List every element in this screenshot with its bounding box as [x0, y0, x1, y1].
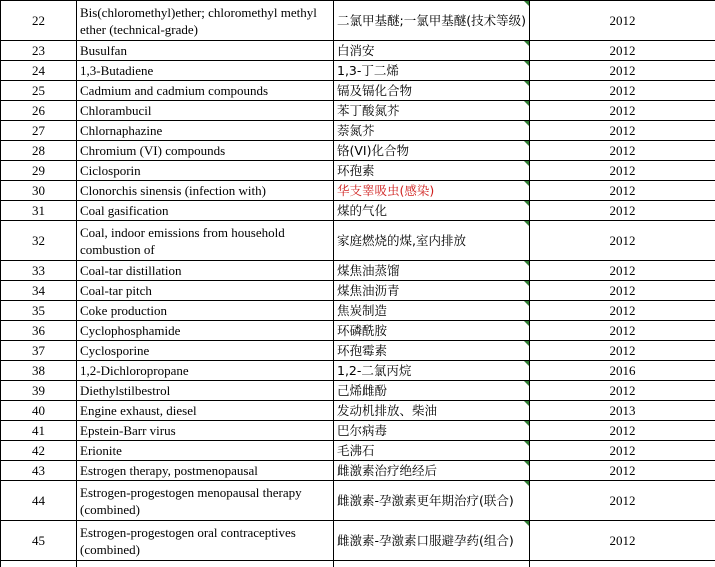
table-row: [1, 101, 715, 121]
year-cell: 2012: [530, 1, 715, 41]
year-cell: 2012: [530, 321, 715, 341]
table-row: [1, 481, 715, 521]
year-cell: 2012: [530, 261, 715, 281]
chinese-name-cell: 环孢素: [334, 161, 530, 181]
year-cell: 2012: [530, 141, 715, 161]
chinese-name-cell: 1,3-丁二烯: [334, 61, 530, 81]
english-name-cell: 1,2-Dichloropropane: [77, 361, 334, 381]
chinese-name-cell: 华支睾吸虫(感染): [334, 181, 530, 201]
chinese-name-cell: 环孢霉素: [334, 341, 530, 361]
table-row: [1, 381, 715, 401]
table-row: [1, 181, 715, 201]
table-row: [1, 201, 715, 221]
chinese-name-cell: 雌激素-孕激素更年期治疗(联合): [334, 481, 530, 521]
table-row: [1, 401, 715, 421]
english-name-cell: Chromium (VI) compounds: [77, 141, 334, 161]
table-row: [1, 421, 715, 441]
year-cell: 2012: [530, 101, 715, 121]
table-row: [1, 321, 715, 341]
table-row: [1, 261, 715, 281]
year-cell: 2012: [530, 281, 715, 301]
english-name-cell: Cadmium and cadmium compounds: [77, 81, 334, 101]
row-number-cell: 36: [1, 321, 77, 341]
row-number-cell: 33: [1, 261, 77, 281]
row-number-cell: 22: [1, 1, 77, 41]
chinese-name-cell: 萘氮芥: [334, 121, 530, 141]
year-cell: 2012: [530, 521, 715, 561]
chinese-name-cell: 镉及镉化合物: [334, 81, 530, 101]
table-row: [1, 41, 715, 61]
table-row: [1, 1, 715, 41]
table-row: [1, 301, 715, 321]
year-cell: 2012: [530, 301, 715, 321]
row-number-cell: 37: [1, 341, 77, 361]
table-row: [1, 121, 715, 141]
chinese-name-cell: 苯丁酸氮芥: [334, 101, 530, 121]
year-cell: 2012: [530, 221, 715, 261]
table-row: [1, 281, 715, 301]
row-number-cell: 45: [1, 521, 77, 561]
english-name-cell: Erionite: [77, 441, 334, 461]
year-cell: 2012: [530, 421, 715, 441]
chinese-name-cell: 焦炭制造: [334, 301, 530, 321]
english-name-cell: Coke production: [77, 301, 334, 321]
table-body: [1, 1, 715, 567]
year-cell: 2012: [530, 381, 715, 401]
chinese-name-cell: 二氯甲基醚;一氯甲基醚(技术等级): [334, 1, 530, 41]
chinese-name-cell: 雌激素治疗绝经后: [334, 461, 530, 481]
row-number-cell: 44: [1, 481, 77, 521]
chinese-name-cell: 铬(VI)化合物: [334, 141, 530, 161]
chinese-name-cell: 发动机排放、柴油: [334, 401, 530, 421]
english-name-cell: Estrogen therapy, postmenopausal: [77, 461, 334, 481]
table-row: [1, 361, 715, 381]
english-name-cell: Coal-tar pitch: [77, 281, 334, 301]
english-name-cell: Cyclophosphamide: [77, 321, 334, 341]
table-row: [1, 521, 715, 561]
chinese-name-cell: 1,2-二氯丙烷: [334, 361, 530, 381]
english-name-cell: Cyclosporine: [77, 341, 334, 361]
row-number-cell: 40: [1, 401, 77, 421]
row-number-cell: 34: [1, 281, 77, 301]
row-number-cell: 32: [1, 221, 77, 261]
year-cell: 2012: [530, 181, 715, 201]
chinese-name-cell: 白消安: [334, 41, 530, 61]
english-name-cell: Diethylstilbestrol: [77, 381, 334, 401]
year-cell: 2012: [530, 201, 715, 221]
year-cell: 2013: [530, 401, 715, 421]
row-number-cell: 25: [1, 81, 77, 101]
english-name-cell: Coal-tar distillation: [77, 261, 334, 281]
chinese-name-cell: 环磷酰胺: [334, 321, 530, 341]
year-cell: 2012: [530, 41, 715, 61]
row-number-cell: 42: [1, 441, 77, 461]
chinese-name-cell: 雌激素-孕激素口服避孕药(组合): [334, 521, 530, 561]
english-name-cell: Clonorchis sinensis (infection with): [77, 181, 334, 201]
english-name-cell: Bis(chloromethyl)ether; chloromethyl methyl ether (technical-grade): [77, 1, 334, 41]
row-number-cell: 41: [1, 421, 77, 441]
year-cell: 2012: [530, 81, 715, 101]
row-number-cell: 43: [1, 461, 77, 481]
chinese-name-cell: 煤焦油沥青: [334, 281, 530, 301]
english-name-cell: Coal gasification: [77, 201, 334, 221]
year-cell: 2012: [530, 161, 715, 181]
english-name-cell: 1,3-Butadiene: [77, 61, 334, 81]
row-number-cell: 27: [1, 121, 77, 141]
year-cell: 2012: [530, 441, 715, 461]
english-name-cell: Estrogen-progestogen menopausal therapy (combined): [77, 481, 334, 521]
table-row: [1, 461, 715, 481]
english-name-cell: Coal, indoor emissions from household combustion of: [77, 221, 334, 261]
chinese-name-cell: 煤焦油蒸馏: [334, 261, 530, 281]
english-name-cell: Busulfan: [77, 41, 334, 61]
table-row: [1, 221, 715, 261]
year-cell: 2012: [530, 341, 715, 361]
chinese-name-cell: 煤的气化: [334, 201, 530, 221]
row-number-cell: 24: [1, 61, 77, 81]
english-name-cell: Epstein-Barr virus: [77, 421, 334, 441]
chinese-name-cell: 家庭燃烧的煤,室内排放: [334, 221, 530, 261]
year-cell: 2012: [530, 461, 715, 481]
english-name-cell: Estrogen-progestogen oral contraceptives (combined): [77, 521, 334, 561]
row-number-cell: 26: [1, 101, 77, 121]
english-name-cell: Chlornaphazine: [77, 121, 334, 141]
chinese-name-cell: 巴尔病毒: [334, 421, 530, 441]
year-cell: 2012: [530, 61, 715, 81]
year-cell: 2016: [530, 361, 715, 381]
row-number-cell: 28: [1, 141, 77, 161]
english-name-cell: Engine exhaust, diesel: [77, 401, 334, 421]
table-row: [1, 341, 715, 361]
table-row: [1, 61, 715, 81]
row-number-cell: 31: [1, 201, 77, 221]
table-row: [1, 441, 715, 461]
row-number-cell: 30: [1, 181, 77, 201]
row-number-cell: 35: [1, 301, 77, 321]
table-row: [1, 161, 715, 181]
row-number-cell: 38: [1, 361, 77, 381]
year-cell: 2012: [530, 481, 715, 521]
table-row: [1, 81, 715, 101]
row-number-cell: 39: [1, 381, 77, 401]
chinese-name-cell: 己烯雌酚: [334, 381, 530, 401]
chinese-name-cell: 毛沸石: [334, 441, 530, 461]
table-row: [1, 141, 715, 161]
english-name-cell: Ciclosporin: [77, 161, 334, 181]
row-number-cell: 29: [1, 161, 77, 181]
english-name-cell: Chlorambucil: [77, 101, 334, 121]
row-number-cell: 23: [1, 41, 77, 61]
year-cell: 2012: [530, 121, 715, 141]
